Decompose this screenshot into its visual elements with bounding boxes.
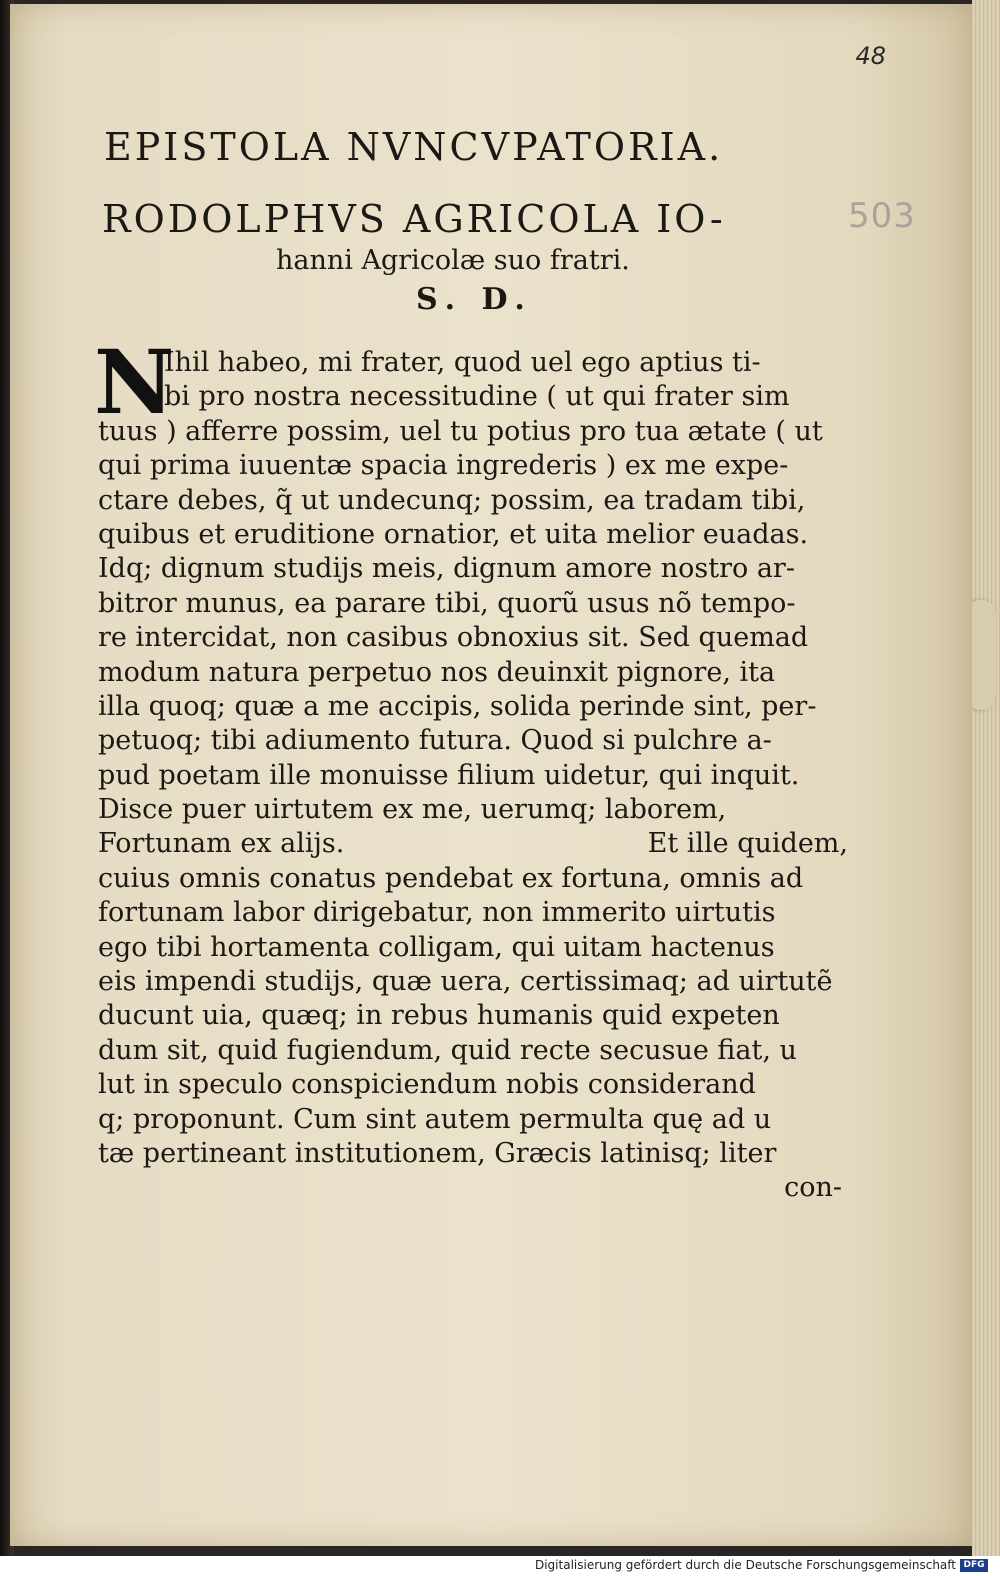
text-line: eis impendi studijs, quæ uera, certissimaq; ad uirtutẽ	[98, 966, 833, 998]
text-line: pud poetam ille monuisse filium uidetur, qui inquit.	[98, 759, 800, 791]
text-line: ducunt uia, quæq; in rebus humanis quid expeten	[98, 1000, 780, 1032]
addressee-line-1: RODOLPHVS AGRICOLA IO-	[102, 197, 726, 241]
text-line: ego tibi hortamenta colligam, qui uitam hactenus	[98, 931, 775, 963]
text-line: bi pro nostra necessitudine ( ut qui frater sim	[164, 381, 790, 413]
addressee-line-2: hanni Agricolæ suo fratri.	[276, 245, 630, 276]
text-line: petuoq; tibi adiumento futura. Quod si pulchre a-	[98, 725, 772, 757]
text-line: fortunam labor dirigebatur, non immerito uirtutis	[98, 897, 776, 929]
text-fragment: Et ille quidem,	[647, 828, 848, 860]
text-line: lut in speculo conspiciendum nobis considerand	[98, 1069, 756, 1101]
folio-number: 48	[855, 42, 886, 70]
text-line: qui prima iuuentæ spacia ingrederis ) ex me expe-	[98, 450, 789, 482]
text-line: bitror munus, ea parare tibi, quorũ usus nõ tempo-	[98, 587, 796, 619]
text-line: ctare debes, q̃ ut undecunq; possim, ea tradam tibi,	[98, 484, 806, 516]
text-line: Ihil habeo, mi frater, quod uel ego aptius ti-	[164, 347, 761, 378]
page-edges	[972, 0, 1000, 1556]
text-line: dum sit, quid fugiendum, quid recte secusue fiat, u	[98, 1034, 797, 1066]
verse-fragment: Fortunam ex alijs.	[98, 828, 345, 860]
catchword: con-	[784, 1172, 842, 1204]
text-line: tæ pertineant institutionem, Græcis latinisq; liter	[98, 1137, 777, 1169]
verse-line-2	[98, 827, 848, 861]
digitization-credit: Digitalisierung gefördert durch die Deutsche Forschungsgemeinschaft	[534, 1558, 956, 1572]
letter-body-opening	[94, 330, 848, 827]
text-block	[94, 122, 848, 1206]
text-line: re intercidat, non casibus obnoxius sit. Sed quemad	[98, 622, 809, 654]
book-page	[10, 4, 972, 1546]
verse-line: Disce puer uirtutem ex me, uerumq; laborem,	[98, 794, 727, 826]
text-line: Idq; dignum studijs meis, dignum amore nostro ar-	[98, 553, 795, 585]
text-line: quibus et eruditione ornatior, et uita melior euadas.	[98, 518, 809, 550]
text-line: cuius omnis conatus pendebat ex fortuna, omnis ad	[98, 862, 804, 894]
salutation: S. D.	[416, 282, 533, 317]
text-line: modum natura perpetuo nos deuinxit pignore, ita	[98, 656, 776, 688]
drop-cap-initial: N	[94, 330, 175, 434]
pencil-annotation: 503	[848, 196, 916, 236]
page-heading: EPISTOLA NVNCVPATORIA.	[104, 125, 724, 169]
dfg-logo: DFG	[960, 1559, 988, 1572]
text-line: illa quoq; quæ a me accipis, solida perinde sint, per-	[98, 690, 817, 722]
text-line: tuus ) afferre possim, uel tu potius pro tua ætate ( ut	[98, 415, 823, 447]
text-line: q; proponunt. Cum sint autem permulta quę ad u	[98, 1103, 772, 1135]
